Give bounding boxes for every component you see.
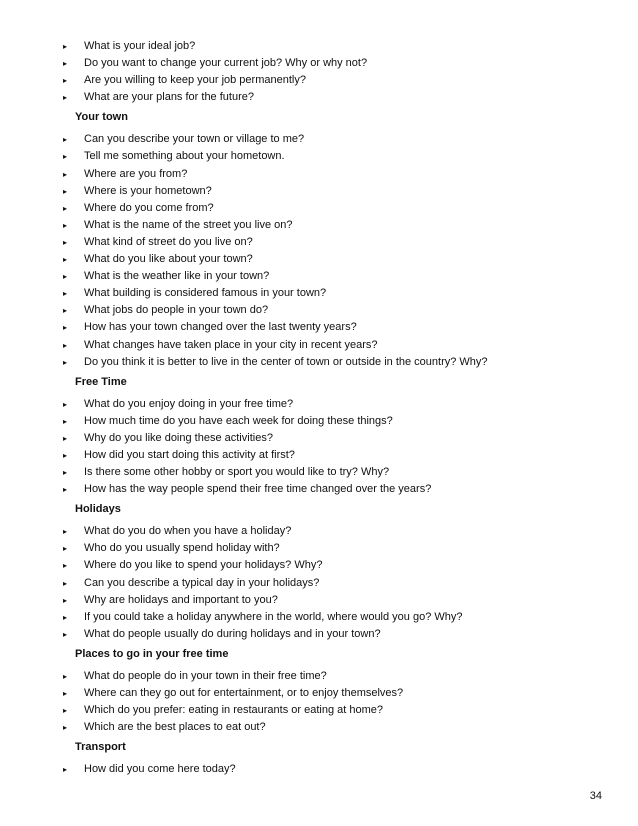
bullet-arrow-icon: ▸ [63,186,68,196]
bullet-arrow-icon: ▸ [63,237,68,247]
bullet-arrow-icon: ▸ [63,595,68,605]
question-item [62,72,622,89]
bullet-arrow-icon: ▸ [63,416,68,426]
question-list [62,668,622,736]
question-item [62,200,622,217]
question-item [62,685,622,702]
question-text: What do you like about your town? [84,253,253,266]
bullet-arrow-icon: ▸ [63,723,68,733]
question-list [62,38,622,106]
bullet-arrow-icon: ▸ [63,220,68,230]
question-section [62,739,622,778]
question-text: Do you want to change your current job? Why or why not? [84,57,368,70]
question-item [62,319,622,336]
bullet-arrow-icon: ▸ [63,255,68,265]
question-text: Tell me something about your hometown. [84,150,285,163]
question-text: What is your ideal job? [84,40,196,52]
question-item [62,285,622,302]
section-heading: Holidays [75,503,121,516]
bullet-arrow-icon: ▸ [63,689,68,698]
question-item [62,166,622,183]
question-item [62,557,622,574]
bullet-arrow-icon: ▸ [63,152,68,162]
bullet-arrow-icon: ▸ [63,323,68,333]
question-item [62,234,622,251]
question-text: How did you come here today? [84,763,236,776]
bullet-arrow-icon: ▸ [63,289,68,299]
bullet-arrow-icon: ▸ [63,765,68,775]
bullet-arrow-icon: ▸ [63,135,68,145]
question-section [62,38,622,106]
bullet-arrow-icon: ▸ [63,76,68,86]
question-text: Which do you prefer: eating in restaurants or eating at home? [84,704,384,717]
question-text: How has the way people spend their free time changed over the years? [84,483,432,496]
bullet-arrow-icon: ▸ [63,544,68,554]
bullet-arrow-icon: ▸ [63,612,68,622]
bullet-arrow-icon: ▸ [63,272,68,282]
question-item [62,761,622,778]
question-item [62,251,622,268]
bullet-arrow-icon: ▸ [63,59,68,69]
question-item [62,626,622,643]
question-item [62,719,622,736]
question-text: What jobs do people in your town do? [84,304,269,317]
bullet-arrow-icon: ▸ [63,468,68,478]
question-text: Do you think it is better to live in the center of town or outside in the country? Why? [84,355,488,368]
question-item [62,89,622,106]
question-content [62,38,622,778]
question-text: What is the weather like in your town? [84,270,270,283]
question-item [62,354,622,371]
question-item [62,609,622,626]
question-item [62,481,622,498]
question-item [62,413,622,430]
bullet-arrow-icon: ▸ [63,399,68,409]
question-list [62,523,622,643]
question-item [62,464,622,481]
question-item [62,38,622,55]
question-section [62,646,622,736]
bullet-arrow-icon: ▸ [63,169,68,179]
bullet-arrow-icon: ▸ [63,306,68,316]
question-text: Where is your hometown? [84,184,212,197]
question-item [62,183,622,200]
bullet-arrow-icon: ▸ [63,450,68,460]
question-item [62,396,622,413]
question-text: How much time do you have each week for doing these things? [84,414,393,427]
page-number: 34 [589,790,602,802]
question-text: Why do you like doing these activities? [84,431,273,444]
question-item [62,702,622,719]
question-item [62,131,622,148]
question-item [62,668,622,685]
bullet-arrow-icon: ▸ [63,527,68,537]
question-item [62,302,622,319]
question-text: What changes have taken place in your city in recent years? [84,338,378,351]
section-heading: Places to go in your free time [75,647,229,660]
question-text: Can you describe a typical day in your holidays? [84,576,320,589]
question-text: What are your plans for the future? [84,91,254,104]
question-item [62,148,622,165]
bullet-arrow-icon: ▸ [63,671,68,681]
section-heading: Transport [75,741,126,754]
question-item [62,337,622,354]
bullet-arrow-icon: ▸ [63,357,68,367]
question-text: How has your town changed over the last twenty years? [84,321,357,334]
question-item [62,217,622,234]
bullet-arrow-icon: ▸ [63,485,68,495]
question-item [62,540,622,557]
question-item [62,268,622,285]
bullet-arrow-icon: ▸ [63,706,68,716]
question-text: Where can they go out for entertainment, or to enjoy themselves? [84,687,404,699]
question-item [62,447,622,464]
question-text: Are you willing to keep your job permanently? [84,74,306,87]
bullet-arrow-icon: ▸ [63,42,68,51]
question-text: What do you enjoy doing in your free time? [84,397,294,410]
section-heading: Free Time [75,375,127,388]
bullet-arrow-icon: ▸ [63,578,68,588]
question-text: What building is considered famous in your town? [84,287,327,300]
question-text: What is the name of the street you live on? [84,218,293,231]
question-text: Is there some other hobby or sport you would like to try? Why? [84,466,390,479]
bullet-arrow-icon: ▸ [63,93,68,103]
question-text: How did you start doing this activity at first? [84,448,295,461]
question-text: Which are the best places to eat out? [84,721,266,734]
question-text: What do you do when you have a holiday? [84,525,292,538]
question-item [62,55,622,72]
question-item [62,575,622,592]
question-text: Who do you usually spend holiday with? [84,542,280,555]
question-text: What kind of street do you live on? [84,235,253,248]
question-text: Where do you come from? [84,201,214,214]
section-heading: Your town [75,111,128,124]
question-text: If you could take a holiday anywhere in the world, where would you go? Why? [84,610,463,623]
question-list [62,131,622,370]
question-section [62,501,622,643]
question-text: Where are you from? [84,167,188,180]
question-text: What do people do in your town in their free time? [84,669,327,682]
question-text: Why are holidays and important to you? [84,593,278,606]
bullet-arrow-icon: ▸ [63,433,68,443]
question-text: Can you describe your town or village to me? [84,133,305,146]
question-text: Where do you like to spend your holidays? Why? [84,559,323,572]
bullet-arrow-icon: ▸ [63,203,68,213]
bullet-arrow-icon: ▸ [63,629,68,639]
question-section [62,374,622,499]
question-list [62,396,622,499]
bullet-arrow-icon: ▸ [63,340,68,350]
question-list [62,761,622,778]
bullet-arrow-icon: ▸ [63,561,68,571]
question-item [62,592,622,609]
question-item [62,523,622,540]
question-item [62,430,622,447]
question-section [62,109,622,370]
question-text: What do people usually do during holidays and in your town? [84,627,381,640]
